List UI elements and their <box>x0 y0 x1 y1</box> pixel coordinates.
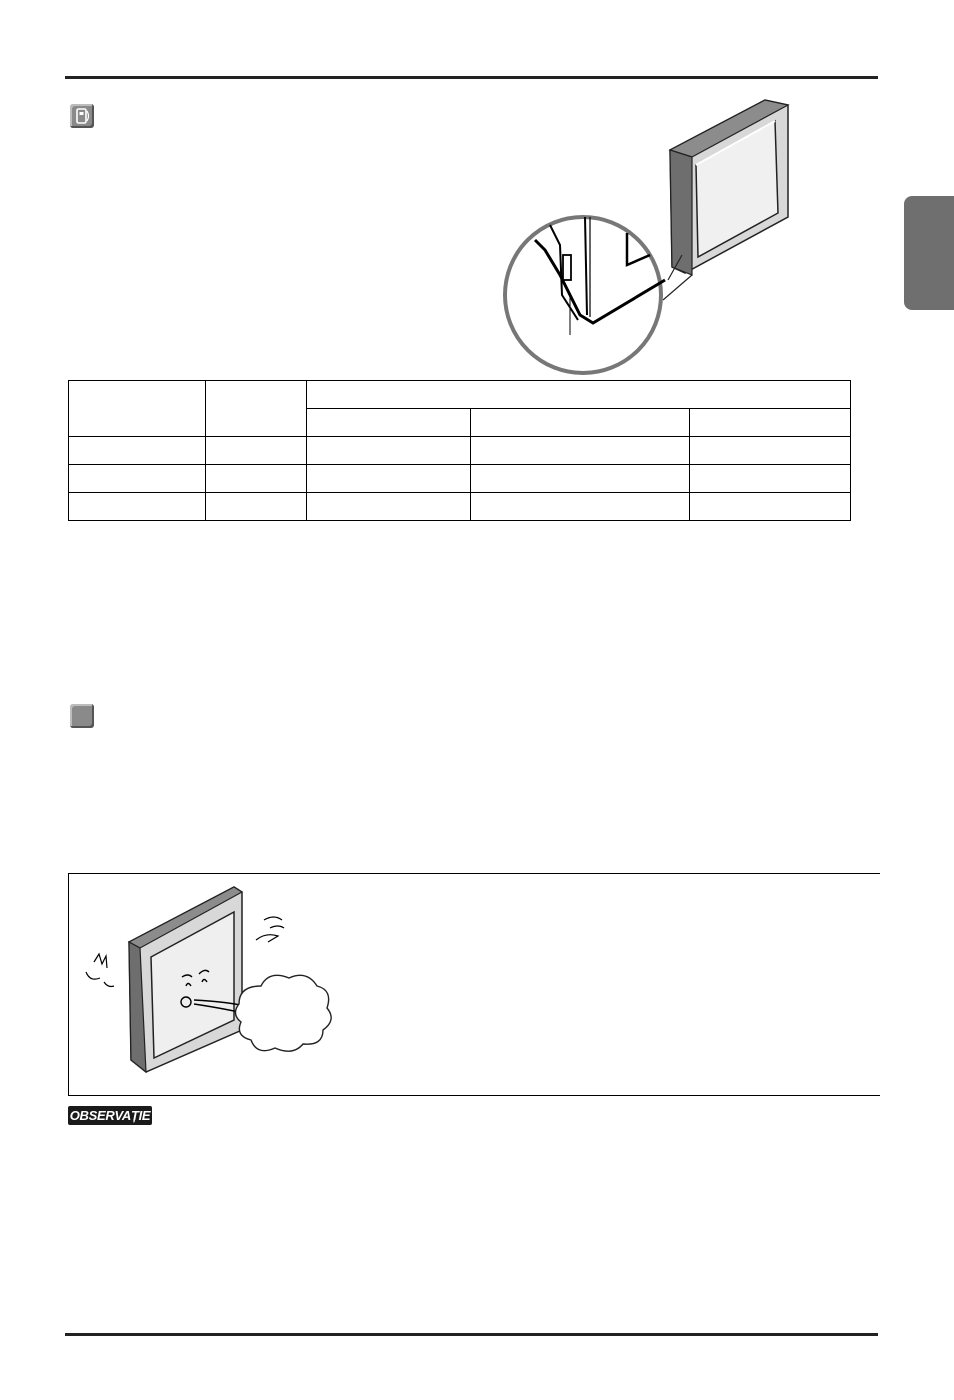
table-cell <box>206 437 307 465</box>
table-cell <box>69 381 206 437</box>
table-header-row <box>69 381 851 409</box>
section-side-tab <box>904 196 954 310</box>
table-cell <box>307 381 851 409</box>
gray-square-icon <box>70 704 94 728</box>
table-cell <box>307 465 471 493</box>
remote-signal-icon <box>70 104 94 128</box>
table-cell <box>471 409 690 437</box>
indoor-unit-figure <box>500 95 800 380</box>
top-rule <box>65 76 878 79</box>
spec-table <box>68 380 851 521</box>
note-badge: OBSERVAȚIE <box>69 1108 151 1123</box>
table-cell <box>206 381 307 437</box>
table-row <box>69 493 851 521</box>
table-row <box>69 437 851 465</box>
table-row <box>69 465 851 493</box>
table-cell <box>690 409 851 437</box>
table-cell <box>690 437 851 465</box>
table-cell <box>69 437 206 465</box>
table-cell <box>307 493 471 521</box>
table-cell <box>69 493 206 521</box>
table-cell <box>307 437 471 465</box>
table-cell <box>307 409 471 437</box>
table-cell <box>690 493 851 521</box>
table-cell <box>206 493 307 521</box>
table-cell <box>471 493 690 521</box>
bottom-rule <box>65 1333 878 1336</box>
table-cell <box>206 465 307 493</box>
table-cell <box>471 465 690 493</box>
cartoon-unit-figure <box>74 882 344 1082</box>
table-cell <box>690 465 851 493</box>
note-box <box>68 873 880 1096</box>
table-cell <box>471 437 690 465</box>
table-cell <box>69 465 206 493</box>
